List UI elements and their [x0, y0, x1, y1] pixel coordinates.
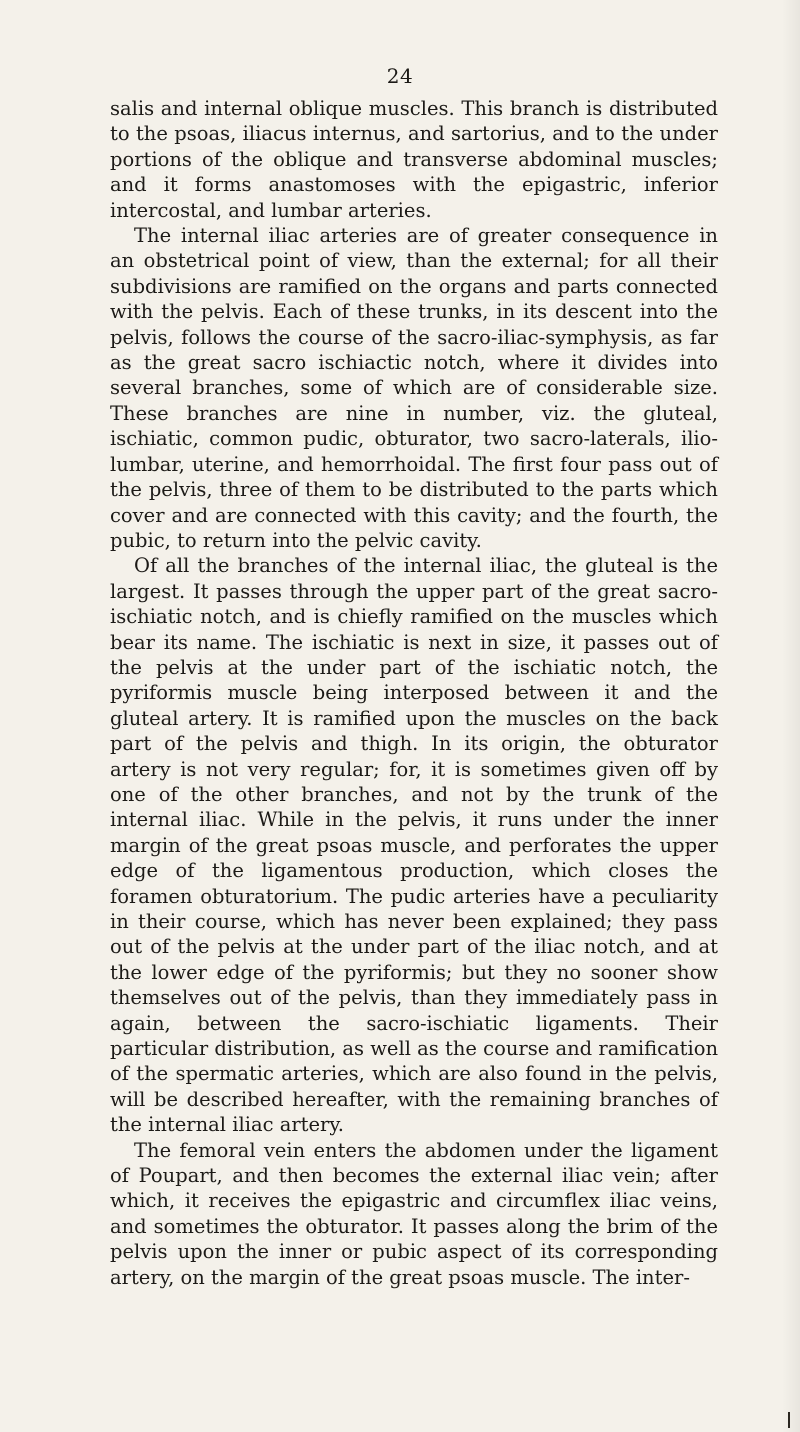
paragraph-4: The femoral vein enters the abdomen under the ligament of Poupart, and then becomes the external iliac vein; after which, it receives the epigastric and circumflex iliac veins, and sometimes the obturator. It passes along the brim of the pelvis upon the inner or pubic aspect of its corresponding artery, on the margin of the great psoas muscle. The inter-	[110, 1138, 718, 1289]
body-text	[110, 96, 718, 1290]
paragraph-1: salis and internal oblique muscles. This branch is distributed to the psoas, iliacus internus, and sartorius, and to the under portions of the oblique and transverse abdominal muscles; and it forms anastomoses with the epigastric, inferior intercostal, and lumbar arteries.	[110, 97, 718, 222]
page-number: 24	[386, 64, 414, 88]
page-edge-shadow	[782, 0, 800, 1432]
paragraph-2: The internal iliac arteries are of greater consequence in an obstetrical point of view, than the external; for all their subdivisions are ramified on the organs and parts connected with the pelvis. Each of these trunks, in its descent into the pelvis, follows the course of the sacro-iliac-symphysis, as far as the great sacro ischiactic notch, where it divides into several branches, some of which are of considerable size. These branches are nine in number, viz. the gluteal, ischiatic, common pudic, obturator, two sacro-laterals, ilio-lumbar, uterine, and hemorrhoidal. The first four pass out of the pelvis, three of them to be distributed to the parts which cover and are connected with this cavity; and the fourth, the pubic, to return into the pelvic cavity.	[110, 224, 718, 552]
edge-mark	[788, 1412, 790, 1428]
paragraph-3: Of all the branches of the internal iliac, the gluteal is the largest. It passes through the upper part of the great sacro-ischiatic notch, and is chiefly ramified on the muscles which bear its name. The ischiatic is next in size, it passes out of the pelvis at the under part of the ischiatic notch, the pyriformis muscle being interposed between it and the gluteal artery. It is ramified upon the muscles on the back part of the pelvis and thigh. In its origin, the obturator artery is not very regular; for, it is sometimes given off by one of the other branches, and not by the trunk of the internal iliac. While in the pelvis, it runs under the inner margin of the great psoas muscle, and perforates the upper edge of the ligamentous production, which closes the foramen obturatorium. The pudic arteries have a peculiarity in their course, which has never been explained; they pass out of the pelvis at the under part of the iliac notch, and at the lower edge of the pyriformis; but they no sooner show themselves out of the pelvis, than they immediately pass in again, between the sacro-ischiatic ligaments. Their particular distribution, as well as the course and ramification of the spermatic arteries, which are also found in the pelvis, will be described hereafter, with the remaining branches of the internal iliac artery.	[110, 554, 718, 1137]
